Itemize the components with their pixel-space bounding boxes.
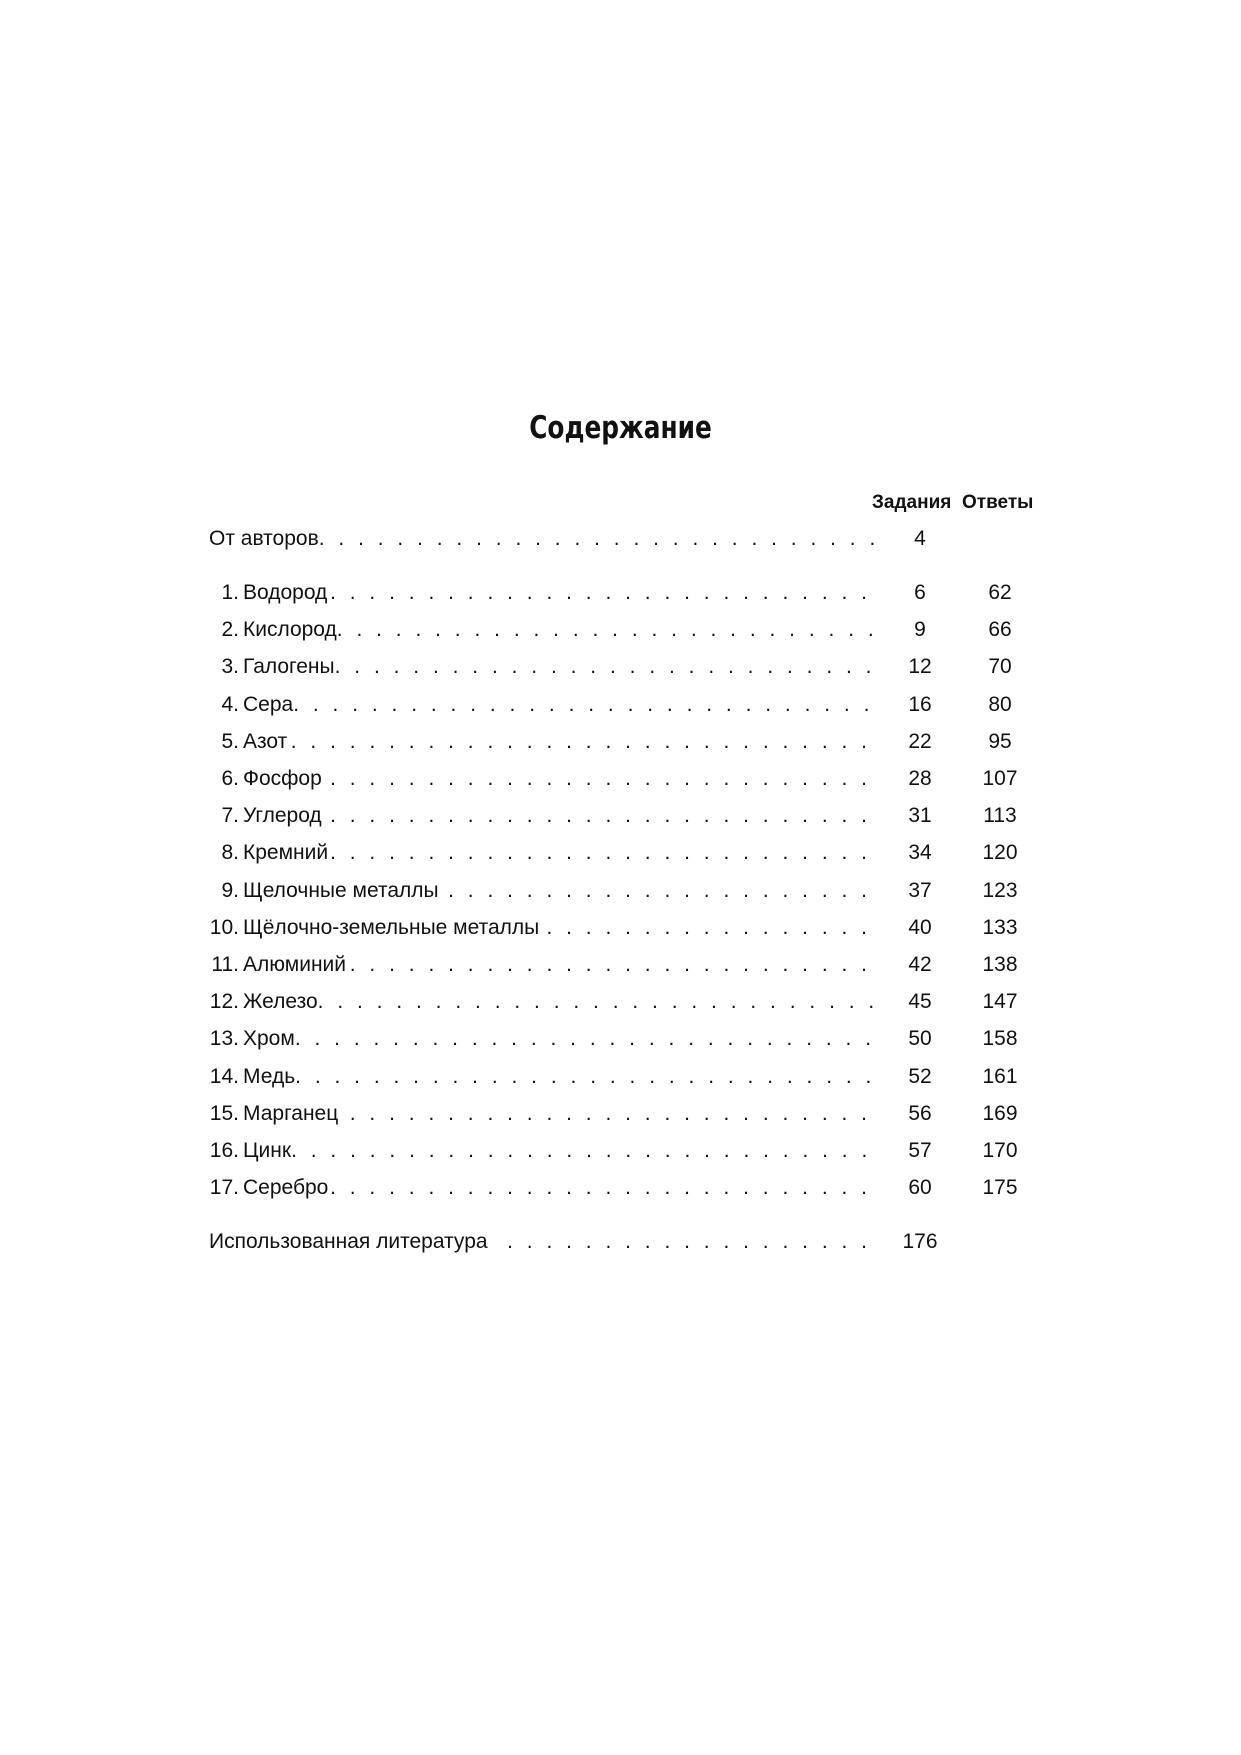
entry-line [209,524,880,554]
tasks-page: 4 [914,527,926,550]
tasks-page: 176 [902,1230,938,1253]
entry-line [209,876,871,906]
entry-title: Цинк [243,1139,292,1162]
tasks-page: 60 [908,1176,932,1200]
toc-entry[interactable] [0,987,1241,1017]
tasks-page: 42 [908,953,932,976]
entry-title: Сера [243,692,294,716]
entry-number: 5. [221,729,239,753]
toc-entry[interactable] [0,913,1241,943]
entry-line [209,1173,871,1203]
entry-line [209,578,871,608]
toc-entry[interactable] [0,727,1241,757]
entry-number: 12. [209,990,239,1014]
entry-title: Углерод [243,804,322,828]
entry-title: Марганец [243,1101,339,1125]
answers-page: 138 [982,953,1018,976]
dot-leader: . . . . . . . . . . . . . . . . . . . . . . . . . . . . [336,618,878,642]
entry-title: Водород [243,581,328,604]
toc-entry[interactable] [0,838,1241,868]
entry-line [209,690,874,720]
toc-entry[interactable] [0,578,1241,608]
entry-title: Щёлочно-земельные металлы [243,915,540,939]
dot-leader: . . . . . . . . . . . . . . . . . . . . . . . . . . . [349,953,871,976]
entry-number: 6. [221,767,239,790]
answers-page: 107 [982,767,1018,790]
tasks-page: 50 [908,1027,932,1051]
dot-leader: . . . . . . . . . . . . . . . . . . . . . . . . . . . . [330,1176,871,1200]
entry-number: 9. [221,878,239,902]
dot-leader: . . . . . . . . . . . . . . . . . . . . . . . . . . . . . . [293,692,874,716]
answers-page: 113 [983,804,1017,828]
toc-entry[interactable] [0,1062,1241,1092]
entry-line [209,615,878,645]
entry-title: Щелочные металлы [243,878,439,902]
entry-line [209,1227,871,1257]
dot-leader: . . . . . . . . . . . . . . . . . . . . . . [448,878,871,902]
entry-title: Алюминий [243,953,347,976]
entry-title: Серебро [243,1176,329,1200]
tasks-page: 12 [908,655,932,679]
answers-page: 95 [988,729,1012,753]
entry-number: 15. [209,1101,239,1125]
column-header-tasks: Задания [872,492,952,513]
toc-entry[interactable] [0,652,1241,682]
toc-entry[interactable] [0,1136,1241,1166]
entry-line [209,838,871,868]
tasks-page: 45 [908,990,932,1014]
dot-leader: . . . . . . . . . . . . . . . . . . . [507,1230,871,1253]
answers-page: 161 [982,1064,1018,1088]
dot-leader: . . . . . . . . . . . . . . . . . . . . . . . . . . . . . [317,990,879,1014]
entry-number: 16. [209,1139,239,1162]
entry-line [209,1024,876,1054]
entry-title: Галогены [243,655,335,679]
answers-page: 158 [982,1027,1018,1051]
page-title: Содержание [529,410,712,446]
tasks-page: 52 [908,1064,932,1088]
entry-title: Использованная литература [209,1230,488,1253]
answers-page: 147 [982,990,1018,1014]
dot-leader: . . . . . . . . . . . . . . . . . . . . . . . . . . . . [334,655,876,679]
entry-title: Кислород [243,618,337,642]
entry-title: От авторов [209,527,319,550]
tasks-page: 28 [908,767,932,790]
answers-page: 120 [982,841,1018,865]
entry-line [209,1099,871,1129]
entry-line [209,652,876,682]
tasks-page: 6 [914,581,926,604]
entry-line [209,764,871,794]
entry-line [209,727,871,757]
column-header-answers: Ответы [962,492,1034,513]
entry-title: Кремний [243,841,329,865]
toc-entry[interactable] [0,1024,1241,1054]
entry-title: Медь [243,1064,296,1088]
entry-title: Азот [243,729,288,753]
answers-page: 80 [988,692,1012,716]
entry-line [209,913,871,943]
entry-number: 1. [221,581,239,604]
toc-entry-intro[interactable] [0,524,1241,554]
dot-leader: . . . . . . . . . . . . . . . . . . . . . . . . . . . . [330,767,871,790]
tasks-page: 22 [908,729,932,753]
dot-leader: . . . . . . . . . . . . . . . . . . . . . . . . . . . . [330,841,871,865]
entry-number: 2. [221,618,239,642]
tasks-page: 9 [914,618,926,642]
entry-title: Хром [243,1027,295,1051]
entry-number: 10. [209,915,239,939]
tasks-page: 40 [908,915,932,939]
toc-entry[interactable] [0,876,1241,906]
entry-line [209,987,879,1017]
answers-page: 70 [988,655,1012,679]
toc-entry[interactable] [0,1173,1241,1203]
dot-leader: . . . . . . . . . . . . . . . . . . . . . . . . . . . . . [318,527,880,550]
dot-leader: . . . . . . . . . . . . . . . . . [546,915,871,939]
entry-title: Фосфор [243,767,322,790]
entry-line [209,950,871,980]
dot-leader: . . . . . . . . . . . . . . . . . . . . . . . . . . . . [330,581,871,604]
answers-page: 169 [982,1101,1018,1125]
entry-number: 11. [211,953,239,976]
answers-page: 66 [988,618,1012,642]
answers-page: 175 [982,1176,1018,1200]
tasks-page: 37 [908,878,932,902]
entry-title: Железо [243,990,318,1014]
entry-number: 3. [221,655,239,679]
answers-page: 170 [982,1139,1018,1162]
dot-leader: . . . . . . . . . . . . . . . . . . . . . . . . . . . . . . [291,1139,872,1162]
entry-number: 4. [221,692,239,716]
dot-leader: . . . . . . . . . . . . . . . . . . . . . . . . . . . [349,1101,871,1125]
toc-entry[interactable] [0,764,1241,794]
dot-leader: . . . . . . . . . . . . . . . . . . . . . . . . . . . . . . [295,1064,876,1088]
entry-number: 14. [209,1064,239,1088]
toc-entry[interactable] [0,801,1241,831]
tasks-page: 57 [908,1139,932,1162]
answers-page: 62 [988,581,1012,604]
toc-entry[interactable] [0,1099,1241,1129]
answers-page: 123 [982,878,1018,902]
toc-entry-literature[interactable] [0,1227,1241,1257]
entry-number: 7. [221,804,239,828]
dot-leader: . . . . . . . . . . . . . . . . . . . . . . . . . . . . . . [294,1027,876,1051]
toc-entry[interactable] [0,950,1241,980]
dot-leader: . . . . . . . . . . . . . . . . . . . . . . . . . . . . . . [290,729,871,753]
entry-line [209,801,871,831]
tasks-page: 56 [908,1101,932,1125]
entry-line [209,1136,871,1166]
entry-number: 13. [209,1027,239,1051]
dot-leader: . . . . . . . . . . . . . . . . . . . . . . . . . . . . [330,804,871,828]
toc-entry[interactable] [0,615,1241,645]
tasks-page: 16 [908,692,932,716]
toc-entry[interactable] [0,690,1241,720]
tasks-page: 31 [908,804,932,828]
tasks-page: 34 [908,841,932,865]
answers-page: 133 [982,915,1018,939]
entry-number: 8. [221,841,239,865]
entry-number: 17. [209,1176,239,1200]
entry-line [209,1062,876,1092]
